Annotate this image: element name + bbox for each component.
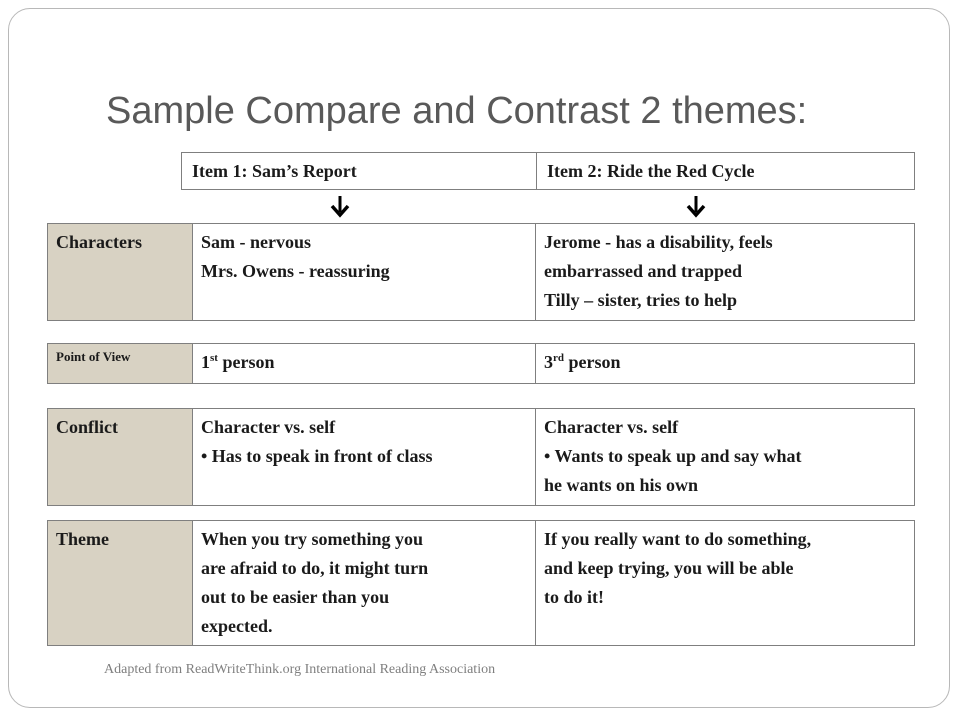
characters-label: Characters bbox=[48, 224, 193, 321]
text-line: Character vs. self bbox=[201, 417, 336, 437]
text-line: embarrassed and trapped bbox=[544, 261, 743, 281]
text-line: If you really want to do something, bbox=[544, 529, 812, 549]
pov-row bbox=[48, 344, 915, 384]
text-line: Sam - nervous bbox=[201, 232, 312, 252]
pov-number: 3 bbox=[544, 352, 553, 372]
text-line: Mrs. Owens - reassuring bbox=[201, 261, 390, 281]
conflict-item2-cell bbox=[536, 409, 915, 506]
text-line: Jerome - has a disability, feels bbox=[544, 232, 773, 252]
pov-text: person bbox=[217, 352, 275, 372]
text-line: and keep trying, you will be able bbox=[544, 558, 794, 578]
text-line: Tilly – sister, tries to help bbox=[544, 290, 737, 310]
slide-title: Sample Compare and Contrast 2 themes: bbox=[106, 90, 808, 132]
theme-item1-cell bbox=[193, 521, 536, 646]
pov-number: 1 bbox=[201, 352, 210, 372]
text-line: expected. bbox=[201, 616, 273, 636]
footer-credit: Adapted from ReadWriteThink.org International Reading Association bbox=[104, 662, 496, 677]
conflict-label: Conflict bbox=[48, 409, 193, 506]
items-table bbox=[181, 152, 915, 190]
bullet-line: • Wants to speak up and say what bbox=[544, 446, 802, 466]
text-line: are afraid to do, it might turn bbox=[201, 558, 429, 578]
pov-ordinal: rd bbox=[553, 352, 564, 364]
item1-cell: Item 1: Sam’s Report bbox=[182, 153, 537, 190]
characters-item1-cell bbox=[193, 224, 536, 321]
pov-table bbox=[47, 343, 915, 384]
item2-cell: Item 2: Ride the Red Cycle bbox=[537, 153, 915, 190]
pov-ordinal: st bbox=[210, 352, 218, 364]
text-line: out to be easier than you bbox=[201, 587, 390, 607]
theme-row bbox=[48, 521, 915, 646]
characters-table bbox=[47, 223, 915, 321]
text-line: to do it! bbox=[544, 587, 604, 607]
theme-item2-cell bbox=[536, 521, 915, 646]
pov-item2-cell bbox=[536, 344, 915, 384]
pov-label: Point of View bbox=[48, 344, 193, 384]
text-line: he wants on his own bbox=[544, 475, 699, 495]
conflict-item1-cell bbox=[193, 409, 536, 506]
text-line: Character vs. self bbox=[544, 417, 679, 437]
theme-table bbox=[47, 520, 915, 646]
arrow-down-icon bbox=[686, 196, 706, 218]
items-row bbox=[182, 153, 915, 190]
characters-item2-cell bbox=[536, 224, 915, 321]
pov-item1-cell bbox=[193, 344, 536, 384]
conflict-row bbox=[48, 409, 915, 506]
conflict-table bbox=[47, 408, 915, 506]
theme-label: Theme bbox=[48, 521, 193, 646]
arrow-down-icon bbox=[330, 196, 350, 218]
pov-text: person bbox=[564, 352, 621, 372]
text-line: When you try something you bbox=[201, 529, 424, 549]
bullet-line: • Has to speak in front of class bbox=[201, 446, 433, 466]
characters-row bbox=[48, 224, 915, 321]
